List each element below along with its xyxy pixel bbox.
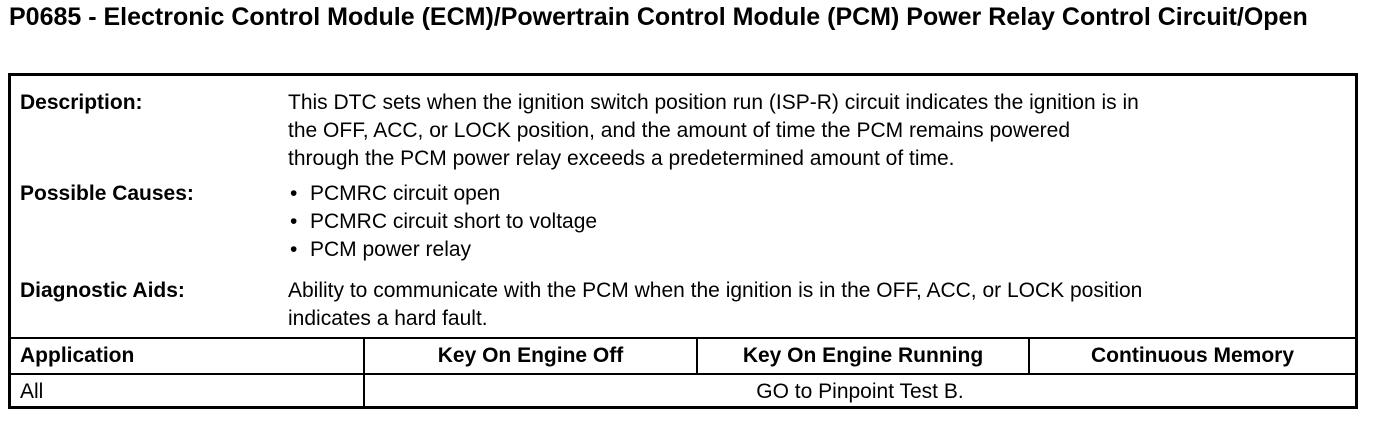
description-text [288,89,1345,173]
column-header-koer: Key On Engine Running [742,344,984,367]
possible-causes-label: Possible Causes: [20,182,194,205]
possible-causes-list [288,180,1345,264]
list-item: • PCMRC circuit open [288,180,1345,208]
table-cell-action: GO to Pinpoint Test B. [756,380,964,403]
diagnostic-aids-line: indicates a hard fault. [288,307,488,330]
list-item: • PCMRC circuit short to voltage [288,208,1345,236]
table-divider [11,373,1355,375]
column-header-application: Application [20,344,135,367]
description-label: Description: [20,91,143,114]
diagnostic-aids-label: Diagnostic Aids: [20,279,185,302]
possible-causes-list-wrap [288,180,1345,264]
column-header-koeo: Key On Engine Off [437,344,624,367]
column-header-continuous-memory: Continuous Memory [1091,344,1294,367]
dtc-info-table [8,73,1358,409]
diagnostic-aids-text [288,277,1345,333]
page-title: P0685 - Electronic Control Module (ECM)/Powertrain Control Module (PCM) Power Relay Control Circuit/Open [9,3,1308,31]
table-cell-application: All [20,380,44,403]
description-line: the OFF, ACC, or LOCK position, and the amount of time the PCM remains powered [288,119,1071,142]
list-item: • PCM power relay [288,236,1345,264]
table-divider [11,337,1355,339]
description-line: through the PCM power relay exceeds a predetermined amount of time. [288,147,955,170]
diagnostic-aids-line: Ability to communicate with the PCM when the ignition is in the OFF, ACC, or LOCK position [288,279,1143,302]
description-line: This DTC sets when the ignition switch position run (ISP-R) circuit indicates the ignition is in [288,91,1139,114]
